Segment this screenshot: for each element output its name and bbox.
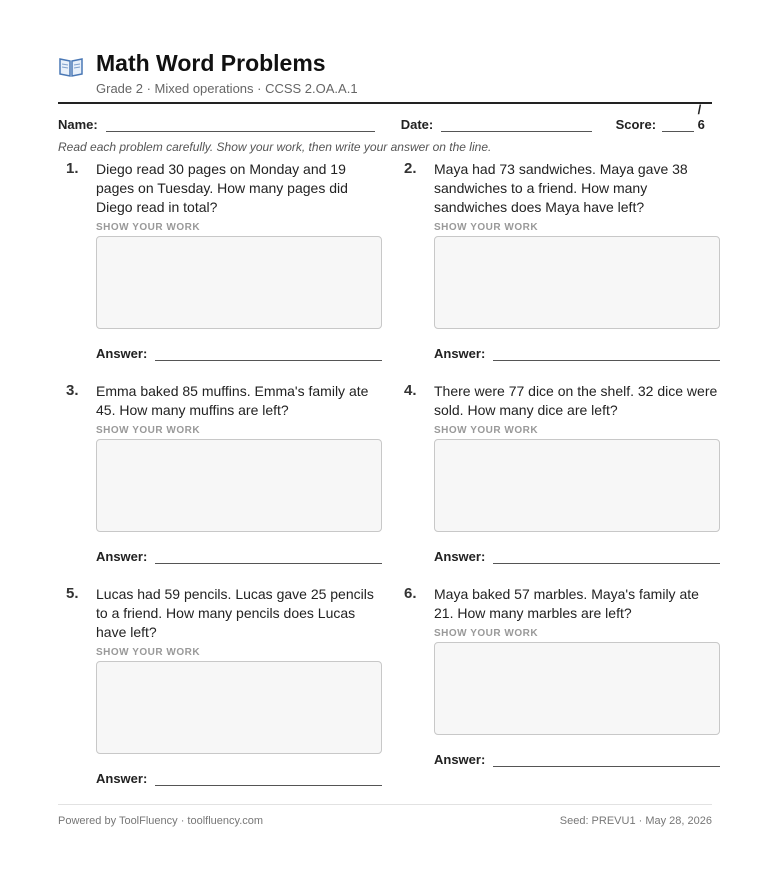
problem-4 bbox=[404, 382, 720, 564]
work-label: SHOW YOUR WORK bbox=[434, 222, 539, 233]
open-book-icon bbox=[58, 56, 84, 78]
problem-1 bbox=[66, 160, 382, 361]
answer-field[interactable] bbox=[155, 773, 382, 786]
problem-text: Maya had 73 sandwiches. Maya gave 38 sandwiches to a friend. How many sandwiches does Maya have left? bbox=[434, 161, 688, 215]
answer-label: Answer: bbox=[434, 549, 486, 564]
problem-text: Emma baked 85 muffins. Emma's family ate 45. How many muffins are left? bbox=[96, 383, 369, 418]
problem-2 bbox=[404, 160, 720, 361]
work-area[interactable] bbox=[434, 236, 720, 329]
problem-number: 1. bbox=[66, 160, 79, 177]
answer-label: Answer: bbox=[96, 549, 148, 564]
work-label: SHOW YOUR WORK bbox=[434, 425, 539, 436]
work-label: SHOW YOUR WORK bbox=[96, 647, 201, 658]
name-label: Name: bbox=[58, 117, 98, 132]
answer-label: Answer: bbox=[434, 752, 486, 767]
answer-label: Answer: bbox=[96, 346, 148, 361]
answer-label: Answer: bbox=[96, 771, 148, 786]
work-label: SHOW YOUR WORK bbox=[434, 628, 539, 639]
work-area[interactable] bbox=[96, 439, 382, 532]
problem-text: Lucas had 59 pencils. Lucas gave 25 pencils to a friend. How many pencils does Lucas have left? bbox=[96, 586, 374, 640]
problem-number: 6. bbox=[404, 585, 417, 602]
worksheet-page bbox=[58, 46, 712, 154]
problem-number: 3. bbox=[66, 382, 79, 399]
problem-3 bbox=[66, 382, 382, 564]
work-area[interactable] bbox=[434, 642, 720, 735]
work-area[interactable] bbox=[96, 661, 382, 754]
answer-row bbox=[96, 343, 382, 361]
work-label: SHOW YOUR WORK bbox=[96, 425, 201, 436]
header-divider bbox=[58, 102, 712, 104]
work-area[interactable] bbox=[96, 236, 382, 329]
instructions: Read each problem carefully. Show your work, then write your answer on the line. bbox=[58, 140, 492, 154]
score-field[interactable] bbox=[662, 119, 694, 132]
answer-field[interactable] bbox=[493, 348, 720, 361]
page-subtitle: Grade 2 · Mixed operations · CCSS 2.OA.A.1 bbox=[96, 81, 358, 96]
student-info-row bbox=[58, 102, 712, 132]
score-label: Score: bbox=[615, 117, 657, 132]
problem-number: 4. bbox=[404, 382, 417, 399]
answer-field[interactable] bbox=[493, 551, 720, 564]
date-label: Date: bbox=[400, 117, 434, 132]
answer-field[interactable] bbox=[155, 551, 382, 564]
work-label: SHOW YOUR WORK bbox=[96, 222, 201, 233]
page-title: Math Word Problems bbox=[96, 50, 326, 76]
answer-label: Answer: bbox=[434, 346, 486, 361]
answer-row bbox=[434, 343, 720, 361]
score-total: / 6 bbox=[697, 102, 705, 132]
title-block bbox=[96, 46, 358, 96]
problem-text: Maya baked 57 marbles. Maya's family ate 21. How many marbles are left? bbox=[434, 586, 699, 621]
problem-6 bbox=[404, 585, 720, 767]
date-field[interactable] bbox=[441, 119, 591, 132]
problem-text: Diego read 30 pages on Monday and 19 pages on Tuesday. How many pages did Diego read in total? bbox=[96, 161, 348, 215]
answer-field[interactable] bbox=[493, 754, 720, 767]
answer-row bbox=[434, 749, 720, 767]
problem-text: There were 77 dice on the shelf. 32 dice were sold. How many dice are left? bbox=[434, 383, 718, 418]
answer-field[interactable] bbox=[155, 348, 382, 361]
problem-number: 2. bbox=[404, 160, 417, 177]
answer-row bbox=[434, 546, 720, 564]
problem-number: 5. bbox=[66, 585, 79, 602]
answer-row bbox=[96, 546, 382, 564]
work-area[interactable] bbox=[434, 439, 720, 532]
footer-seed: Seed: PREVU1 · May 28, 2026 bbox=[559, 815, 712, 827]
page-footer bbox=[58, 804, 712, 827]
name-field[interactable] bbox=[106, 119, 375, 132]
problem-5 bbox=[66, 585, 382, 786]
answer-row bbox=[96, 768, 382, 786]
footer-credit: Powered by ToolFluency · toolfluency.com bbox=[58, 815, 264, 827]
worksheet-header bbox=[58, 46, 712, 96]
